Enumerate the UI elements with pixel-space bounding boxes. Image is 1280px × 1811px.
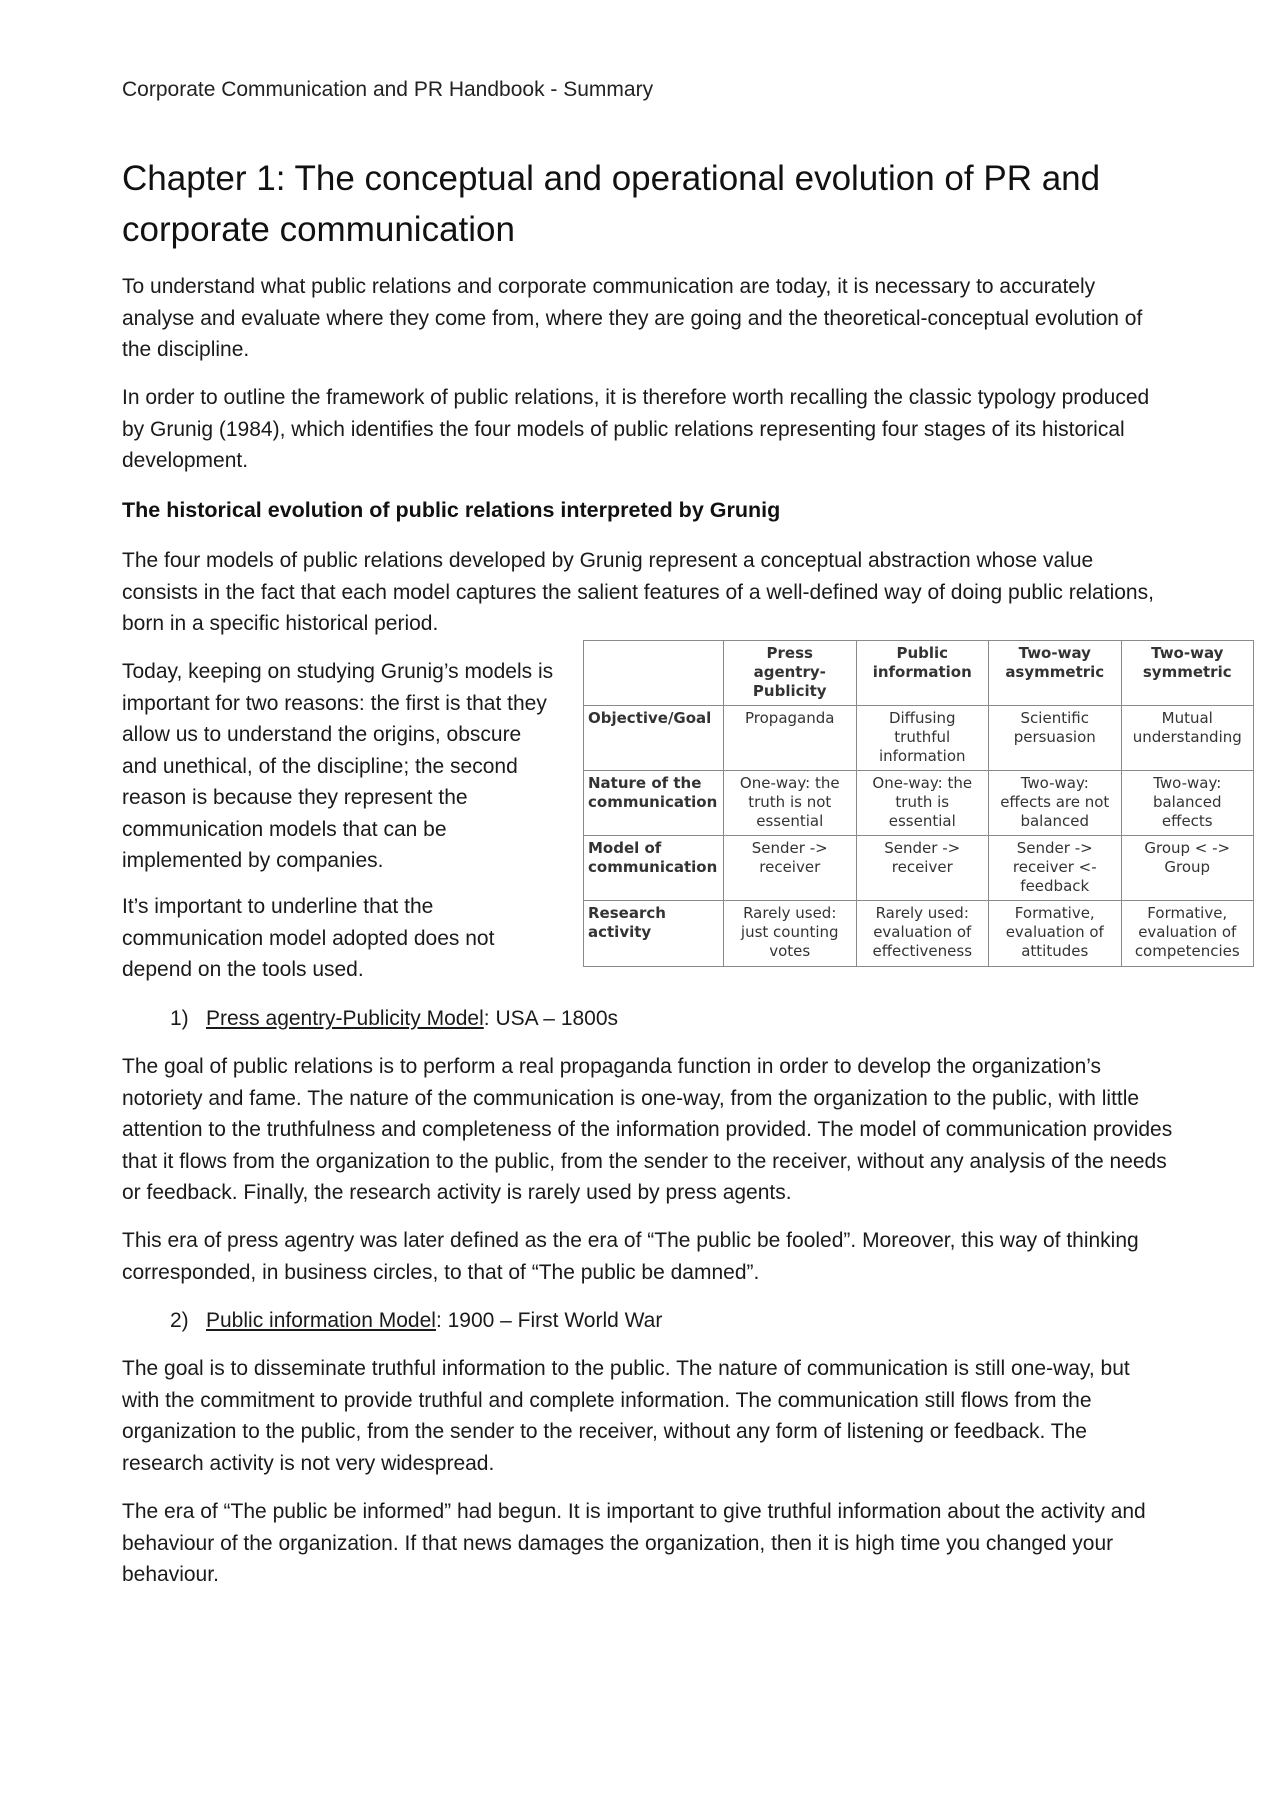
table-cell: Rarely used: evaluation of effectiveness <box>856 901 989 967</box>
side-paragraph-1: Today, keeping on studying Grunig’s models is important for two reasons: the first is that they allow us to understand the origins, obscure and unethical, of the discipline; the second reason is because they represent the communication models that can be implemented by companies. <box>122 660 554 872</box>
model-1-heading <box>170 1003 618 1035</box>
model-2-paragraph-1: The goal is to disseminate truthful information to the public. The nature of communication is still one-way, but with the commitment to provide truthful and complete information. The communication still flows from the organization to the public, from the sender to the receiver, without any form of listening or feedback. The research activity is not very widespread. <box>122 1357 1130 1475</box>
table-cell: Sender -> receiver <- feedback <box>989 836 1122 901</box>
table-column-header: Press agentry-Publicity <box>724 641 857 706</box>
section-heading: The historical evolution of public relations interpreted by Grunig <box>122 498 781 522</box>
table-cell: One-way: the truth is essential <box>856 771 989 836</box>
table-cell: Sender -> receiver <box>856 836 989 901</box>
table-cell: Formative, evaluation of attitudes <box>989 901 1122 967</box>
model-1-paragraph-1: The goal of public relations is to perform a real propaganda function in order to develop the organization’s notoriety and fame. The nature of the communication is one-way, from the organization to the public, with little attention to the truthfulness and completeness of the information provided. The model of communication provides that it flows from the organization to the public, from the sender to the receiver, without any analysis of the needs or feedback. Finally, the research activity is rarely used by press agents. <box>122 1055 1173 1204</box>
table-column-header: Two-way asymmetric <box>989 641 1122 706</box>
model-detail: : USA – 1800s <box>483 1007 619 1030</box>
table-cell: Group < -> Group <box>1121 836 1254 901</box>
table-corner-cell <box>584 641 724 706</box>
table-cell: Scientific persuasion <box>989 706 1122 771</box>
section-paragraph-1: The four models of public relations developed by Grunig represent a conceptual abstraction whose value consists in the fact that each model captures the salient features of a well-defined way of doing public relations, born in a specific historical period. <box>122 549 1154 635</box>
table-cell: Two-way: effects are not balanced <box>989 771 1122 836</box>
table-row <box>584 901 1254 967</box>
model-name: Press agentry-Publicity Model <box>206 1007 484 1030</box>
table-column-header: Two-way symmetric <box>1121 641 1254 706</box>
table-header-row <box>584 641 1254 706</box>
table-row <box>584 706 1254 771</box>
side-paragraph-2: It’s important to underline that the communication model adopted does not depend on the tools used. <box>122 895 495 981</box>
table-cell: One-way: the truth is not essential <box>724 771 857 836</box>
table-row-header: Nature of the communication <box>584 771 724 836</box>
model-2-paragraph-2: The era of “The public be informed” had begun. It is important to give truthful information about the activity and behaviour of the organization. If that news damages the organization, then it is high time you changed your behaviour. <box>122 1500 1146 1586</box>
model-1-paragraph-2: This era of press agentry was later defined as the era of “The public be fooled”. Moreover, this way of thinking corresponded, in business circles, to that of “The public be damned”. <box>122 1229 1139 1284</box>
model-detail: : 1900 – First World War <box>435 1309 663 1332</box>
grunig-models-table <box>583 640 1254 967</box>
running-header: Corporate Communication and PR Handbook - Summary <box>122 78 654 101</box>
model-2-heading <box>170 1305 662 1337</box>
list-number: 2) <box>170 1309 189 1332</box>
intro-paragraph-2: In order to outline the framework of public relations, it is therefore worth recalling the classic typology produced by Grunig (1984), which identifies the four models of public relations representing four stages of its historical development. <box>122 386 1150 472</box>
model-name: Public information Model <box>206 1309 436 1332</box>
table-cell: Diffusing truthful information <box>856 706 989 771</box>
table-cell: Sender -> receiver <box>724 836 857 901</box>
table-cell: Rarely used: just counting votes <box>724 901 857 967</box>
list-number: 1) <box>170 1007 189 1030</box>
table-row <box>584 771 1254 836</box>
table-column-header: Public information <box>856 641 989 706</box>
table-row-header: Research activity <box>584 901 724 967</box>
table-cell: Two-way: balanced effects <box>1121 771 1254 836</box>
table-cell: Propaganda <box>724 706 857 771</box>
table-row <box>584 836 1254 901</box>
table-cell: Mutual understanding <box>1121 706 1254 771</box>
table-row-header: Model of communication <box>584 836 724 901</box>
table-cell: Formative, evaluation of competencies <box>1121 901 1254 967</box>
chapter-title: Chapter 1: The conceptual and operational evolution of PR and corporate communication <box>122 159 1101 249</box>
table-row-header: Objective/Goal <box>584 706 724 771</box>
intro-paragraph-1: To understand what public relations and corporate communication are today, it is necessary to accurately analyse and evaluate where they come from, where they are going and the theoretical-conceptual evolution of the discipline. <box>122 275 1143 361</box>
